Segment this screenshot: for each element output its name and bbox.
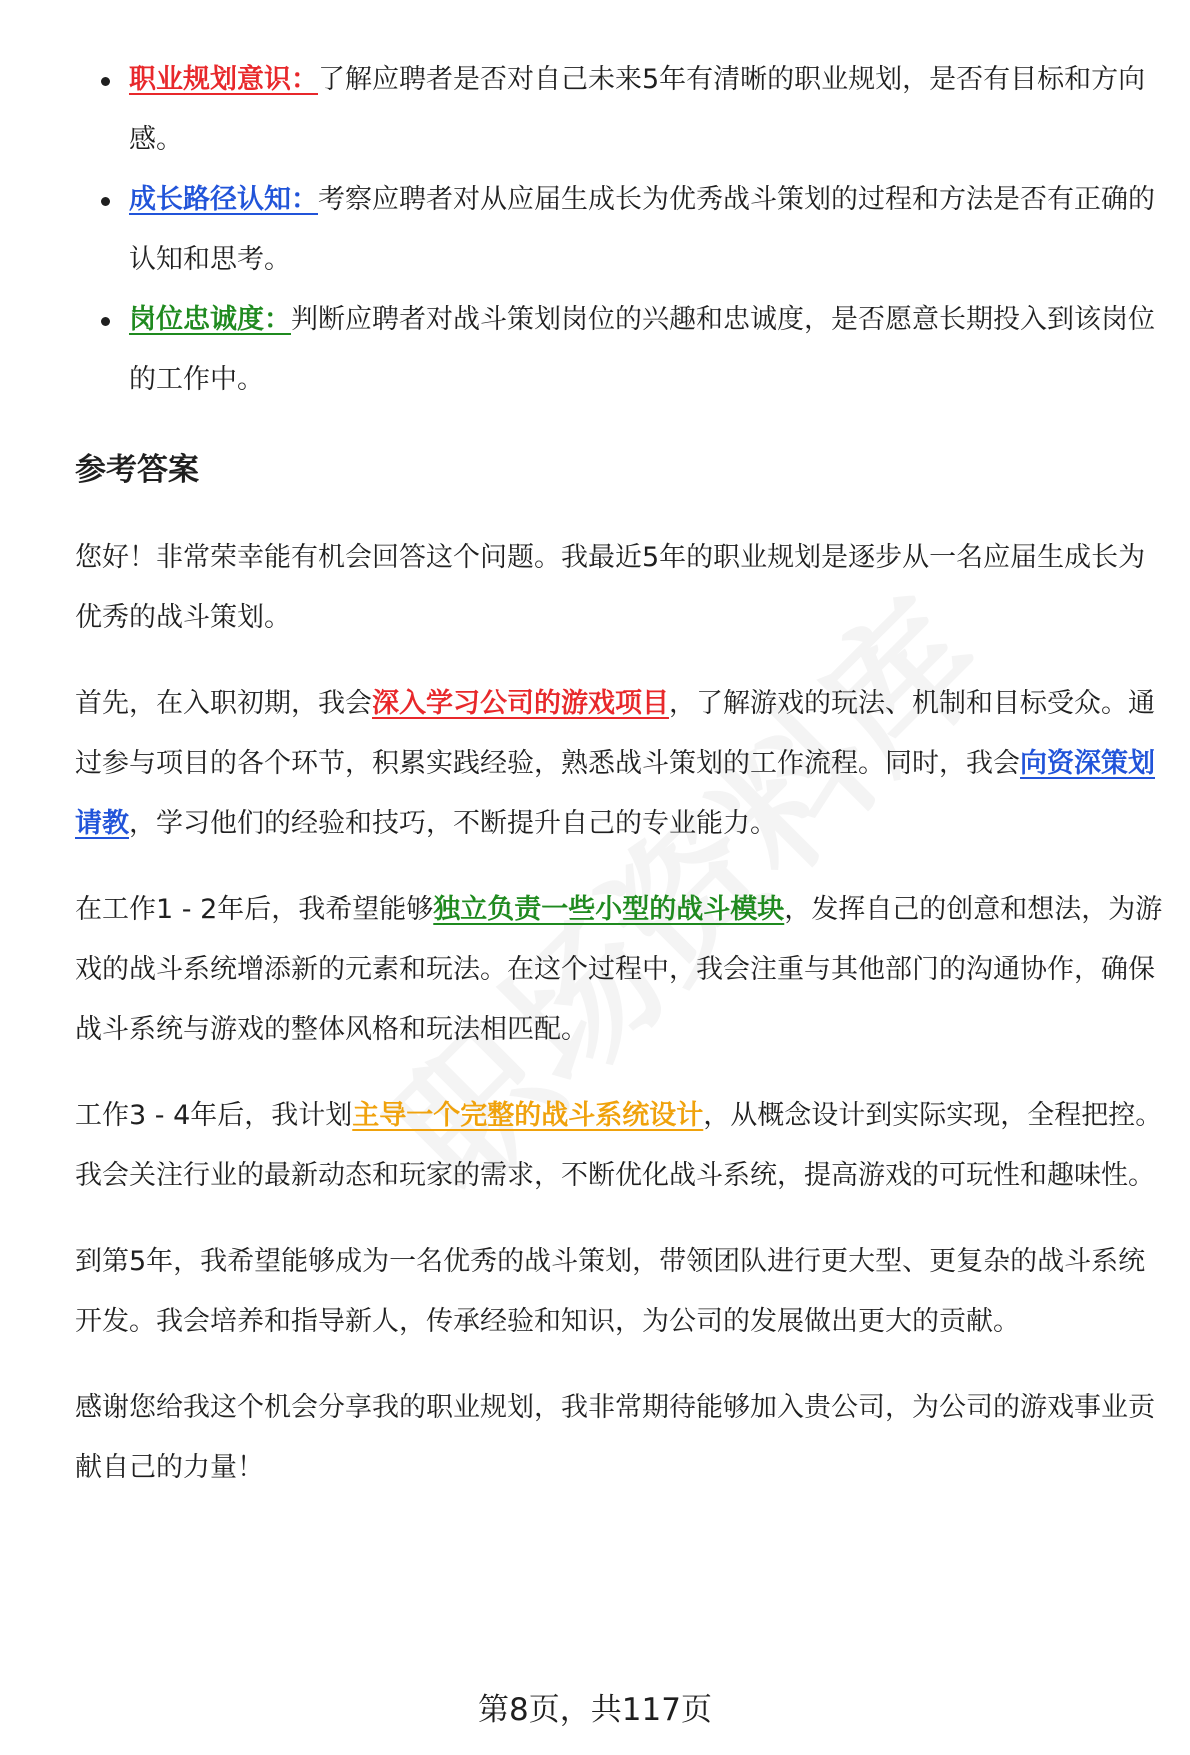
bullet-dot-icon bbox=[101, 197, 110, 206]
paragraph-text: ，从概念设计到实际实现，全程把控。我会关注行业的最新动态和玩家的需求，不断优化战斗系统，提高游戏的可玩性和趣味性。 bbox=[75, 1100, 1163, 1191]
list-item-text: 判断应聘者对战斗策划岗位的兴趣和忠诚度，是否愿意长期投入到该岗位的工作中。 bbox=[129, 304, 1155, 395]
paragraph-text: ，学习他们的经验和技巧，不断提升自己的专业能力。 bbox=[129, 808, 777, 839]
highlight-keyword: 主导一个完整的战斗系统设计 bbox=[352, 1100, 704, 1131]
document-body bbox=[75, 50, 1170, 1498]
paragraph-stage-4: 到第5年，我希望能够成为一名优秀的战斗策划，带领团队进行更大型、更复杂的战斗系统开发。我会培养和指导新人，传承经验和知识，为公司的发展做出更大的贡献。 bbox=[75, 1246, 1146, 1337]
paragraph-text: ，发挥自己的创意和想法，为游戏的战斗系统增添新的元素和玩法。在这个过程中，我会注重与其他部门的沟通协作，确保战斗系统与游戏的整体风格和玩法相匹配。 bbox=[75, 894, 1163, 1045]
evaluation-list bbox=[75, 50, 1170, 410]
paragraph-text: 首先，在入职初期，我会 bbox=[75, 688, 372, 719]
keyword-label: 职业规划意识： bbox=[129, 64, 318, 95]
bullet-dot-icon bbox=[101, 317, 110, 326]
highlight-keyword: 向资深策划请教 bbox=[75, 748, 1155, 839]
paragraph-stage-1 bbox=[75, 674, 1170, 854]
paragraph-stage-2 bbox=[75, 880, 1170, 1060]
paragraph-text: ，了解游戏的玩法、机制和目标受众。通过参与项目的各个环节，积累实践经验，熟悉战斗策划的工作流程。同时，我会 bbox=[75, 688, 1155, 779]
highlight-keyword: 深入学习公司的游戏项目 bbox=[372, 688, 669, 719]
list-item bbox=[75, 170, 1170, 290]
list-item bbox=[75, 50, 1170, 170]
list-item-text: 考察应聘者对从应届生成长为优秀战斗策划的过程和方法是否有正确的认知和思考。 bbox=[129, 184, 1155, 275]
keyword-label: 岗位忠诚度： bbox=[129, 304, 291, 335]
page-number: 第8页，共117页 bbox=[478, 1692, 712, 1728]
paragraph-text: 在工作1 - 2年后，我希望能够 bbox=[75, 894, 434, 925]
section-heading: 参考答案 bbox=[75, 452, 199, 488]
bullet-dot-icon bbox=[101, 77, 110, 86]
paragraph-text: 工作3 - 4年后，我计划 bbox=[75, 1100, 353, 1131]
keyword-label: 成长路径认知： bbox=[129, 184, 318, 215]
list-item bbox=[75, 290, 1170, 410]
paragraph-stage-3 bbox=[75, 1086, 1170, 1206]
paragraph-closing: 感谢您给我这个机会分享我的职业规划，我非常期待能够加入贵公司，为公司的游戏事业贡献自己的力量！ bbox=[75, 1392, 1155, 1483]
paragraph-intro: 您好！非常荣幸能有机会回答这个问题。我最近5年的职业规划是逐步从一名应届生成长为优秀的战斗策划。 bbox=[75, 542, 1146, 633]
highlight-keyword: 独立负责一些小型的战斗模块 bbox=[433, 894, 785, 925]
list-item-text: 了解应聘者是否对自己未来5年有清晰的职业规划，是否有目标和方向感。 bbox=[129, 64, 1146, 155]
